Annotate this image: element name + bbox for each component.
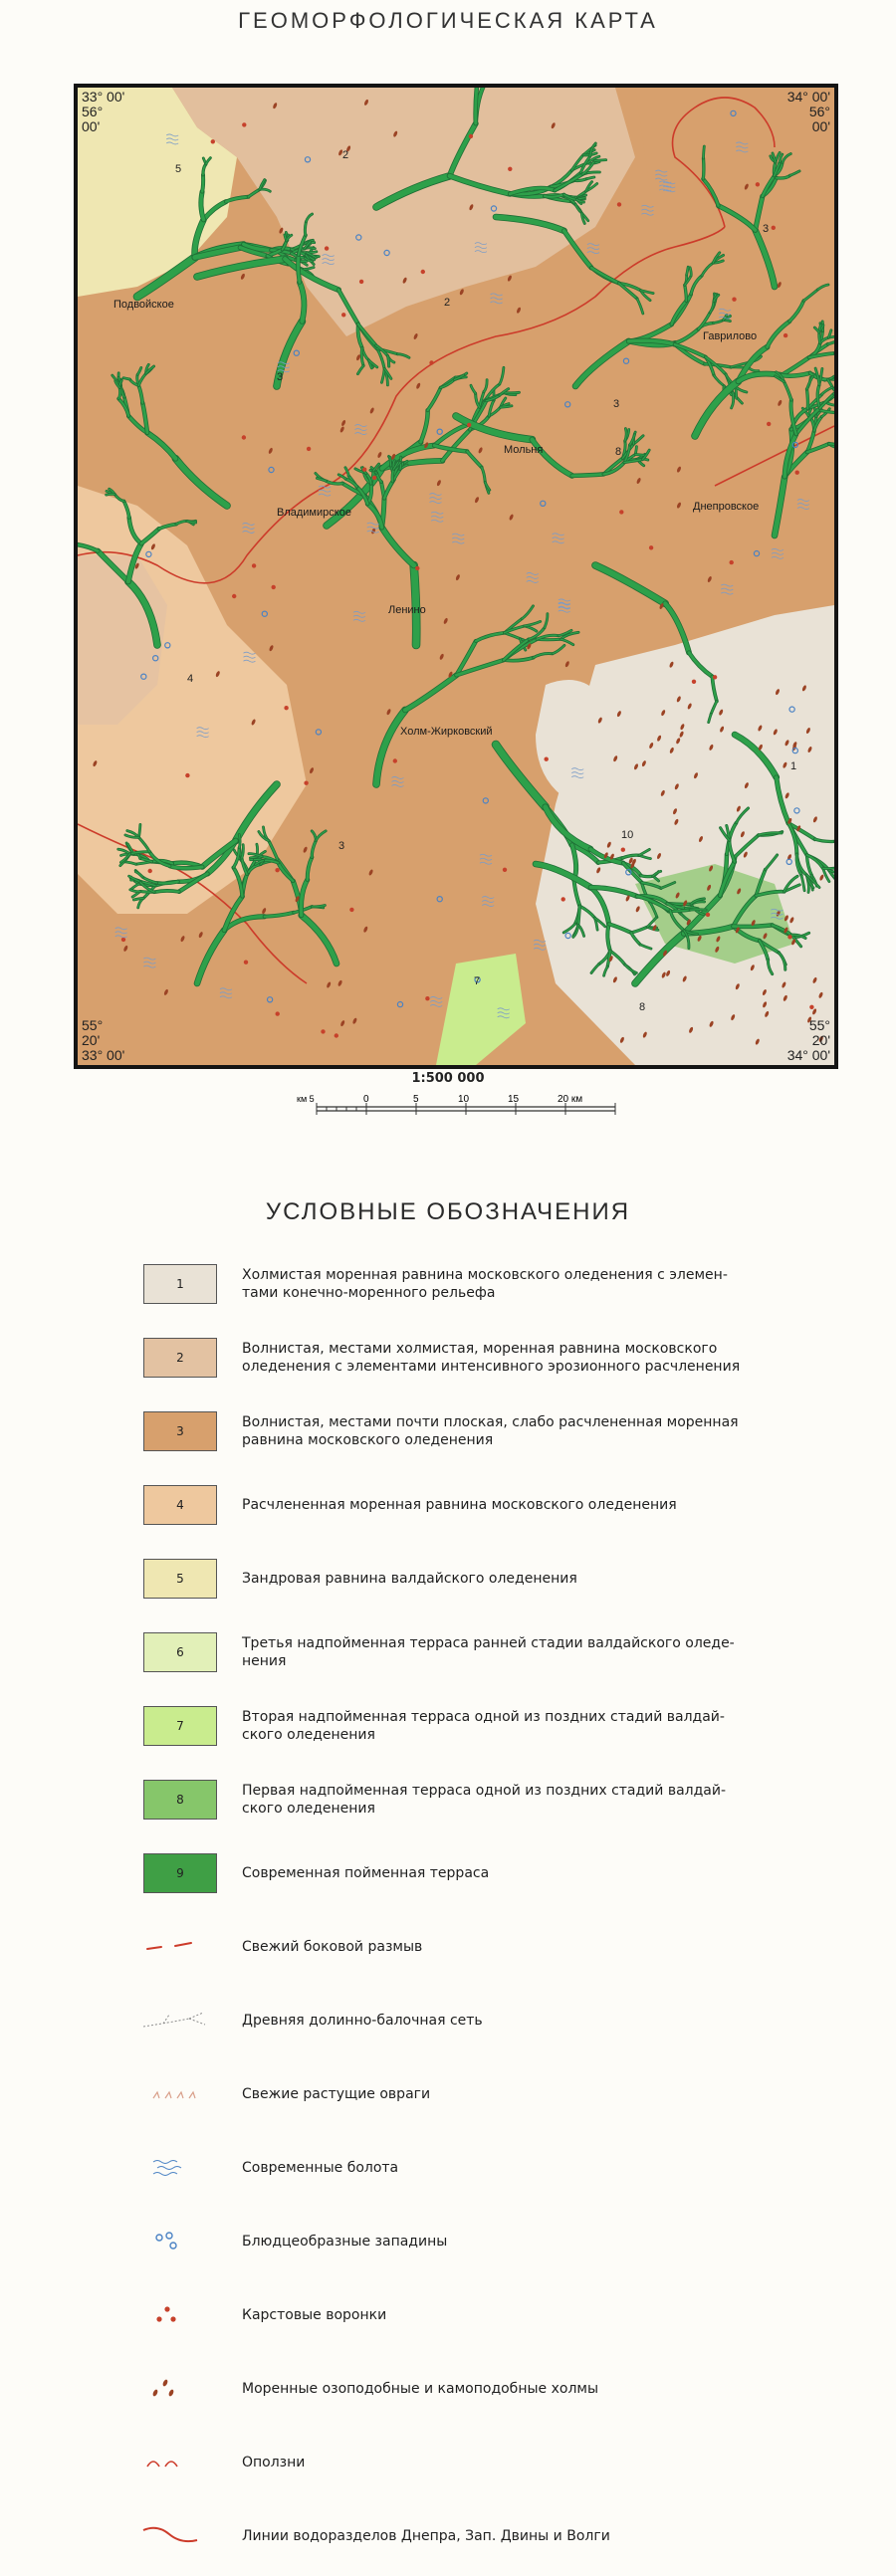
swatch-zone-6: 6: [143, 1632, 217, 1672]
swatch-zone-4: 4: [143, 1485, 217, 1525]
legend-item: [0, 1780, 896, 1839]
legend-text: Карстовые воронки: [242, 2307, 387, 2323]
legend-text: Современная пойменная терраса: [242, 1865, 490, 1881]
legend-text: Линии водоразделов Днепра, Зап. Двины и Волги: [242, 2528, 610, 2544]
landslide-icon: [139, 2443, 219, 2482]
swatch-zone-3: 3: [143, 1411, 217, 1451]
zone-number: 3: [277, 371, 284, 383]
legend-item: [0, 2001, 896, 2060]
valley-network-icon: [139, 2001, 219, 2040]
legend-item: [0, 1338, 896, 1397]
zone-number: 4: [187, 673, 194, 685]
legend-item: [0, 2222, 896, 2281]
ravines-icon: [139, 2074, 219, 2114]
zone-number: 2: [444, 297, 451, 309]
swatch-zone-2: 2: [143, 1338, 217, 1378]
zone-number: 5: [175, 163, 182, 175]
legend-item: [0, 1264, 896, 1324]
legend-item: [0, 1706, 896, 1766]
zone-number: 8: [639, 1001, 646, 1013]
place-label[interactable]: Гаврилово: [703, 330, 758, 342]
legend-item: [0, 2074, 896, 2134]
legend-text: Оползни: [242, 2455, 306, 2470]
fresh-erosion-icon: [139, 1927, 219, 1967]
map-title: ГЕОМОРФОЛОГИЧЕСКАЯ КАРТА: [238, 8, 658, 33]
place-label[interactable]: Подвойское: [113, 299, 174, 311]
zone-number: 2: [342, 149, 349, 161]
corner-top-left: 33° 00' 56° 00': [82, 89, 125, 134]
legend-text: Расчлененная моренная равнина московского оледенения: [242, 1497, 677, 1513]
depression-icon: [139, 2222, 219, 2261]
zone-number: 3: [613, 398, 620, 410]
map-canvas: [78, 88, 834, 1065]
scale-bar: [287, 1093, 645, 1127]
corner-bottom-right: 55° 20' 34° 00': [786, 1017, 830, 1063]
place-label[interactable]: Мольня: [504, 444, 544, 456]
legend-title: УСЛОВНЫЕ ОБОЗНАЧЕНИЯ: [265, 1198, 631, 1225]
swamp-icon: [139, 2148, 219, 2188]
moraine-hill-icon: [139, 2369, 219, 2409]
sinkhole-icon: [139, 2295, 219, 2335]
scale-tick: 10: [458, 1094, 470, 1105]
zone-number: 3: [763, 223, 770, 235]
legend-item: [0, 2443, 896, 2502]
legend-item: [0, 1632, 896, 1692]
legend-item: [0, 2148, 896, 2208]
scale-tick: 0: [363, 1094, 369, 1105]
scale-tick: 5: [413, 1094, 419, 1105]
legend-text: Блюдцеобразные западины: [242, 2234, 448, 2250]
zone-number: 10: [621, 829, 634, 841]
swatch-zone-5: 5: [143, 1559, 217, 1599]
scale-tick: км 5: [297, 1094, 315, 1104]
scale-tick: 20 км: [558, 1094, 583, 1105]
corner-top-right: 34° 00' 56° 00': [786, 89, 830, 134]
legend-text: Холмистая моренная равнина московского оледенения с элемен- тами конечно-моренного рельефа: [242, 1267, 728, 1301]
legend-item: [0, 1927, 896, 1987]
legend-text: Волнистая, местами холмистая, моренная равнина московского оледенения с элементами интенсивного эрозионного расчленения: [242, 1341, 741, 1375]
place-label[interactable]: Владимирское: [277, 507, 351, 519]
zone-number: 8: [615, 446, 622, 458]
legend-item: [0, 1559, 896, 1618]
legend-item: [0, 2516, 896, 2576]
legend-text: Третья надпойменная терраса ранней стадии валдайского оледе- нения: [242, 1635, 735, 1669]
scale-tick: 15: [508, 1094, 520, 1105]
legend-text: Древняя долинно-балочная сеть: [242, 2013, 483, 2029]
scale-ratio: 1:500 000: [411, 1071, 485, 1086]
legend-text: Волнистая, местами почти плоская, слабо расчлененная моренная равнина московского оледенения: [242, 1414, 739, 1448]
legend-text: Моренные озоподобные и камоподобные холмы: [242, 2381, 599, 2397]
zone-number: 7: [474, 975, 481, 987]
legend-text: Современные болота: [242, 2160, 399, 2176]
corner-bottom-left: 55° 20' 33° 00': [82, 1017, 125, 1063]
legend-item: [0, 1853, 896, 1913]
legend-text: Свежие растущие овраги: [242, 2086, 431, 2102]
legend-item: [0, 2295, 896, 2355]
swatch-zone-1: 1: [143, 1264, 217, 1304]
legend-item: [0, 1411, 896, 1471]
swatch-zone-9: 9: [143, 1853, 217, 1893]
place-label[interactable]: Днепровское: [693, 501, 760, 513]
legend-text: Зандровая равнина валдайского оледенения: [242, 1571, 577, 1587]
geomorphological-map[interactable]: [74, 84, 838, 1069]
place-label[interactable]: Ленино: [388, 604, 426, 616]
swatch-zone-7: 7: [143, 1706, 217, 1746]
zone-number: 3: [338, 840, 345, 852]
legend-text: Первая надпойменная терраса одной из поздних стадий валдай- ского оледенения: [242, 1783, 727, 1817]
legend-item: [0, 2369, 896, 2429]
zone-number: 1: [790, 760, 797, 772]
place-label[interactable]: Холм-Жирковский: [400, 726, 493, 738]
legend-item: [0, 1485, 896, 1545]
legend-text: Свежий боковой размыв: [242, 1939, 423, 1955]
swatch-zone-8: 8: [143, 1780, 217, 1820]
watershed-line-icon: [139, 2516, 219, 2556]
legend-text: Вторая надпойменная терраса одной из поздних стадий валдай- ского оледенения: [242, 1709, 725, 1743]
